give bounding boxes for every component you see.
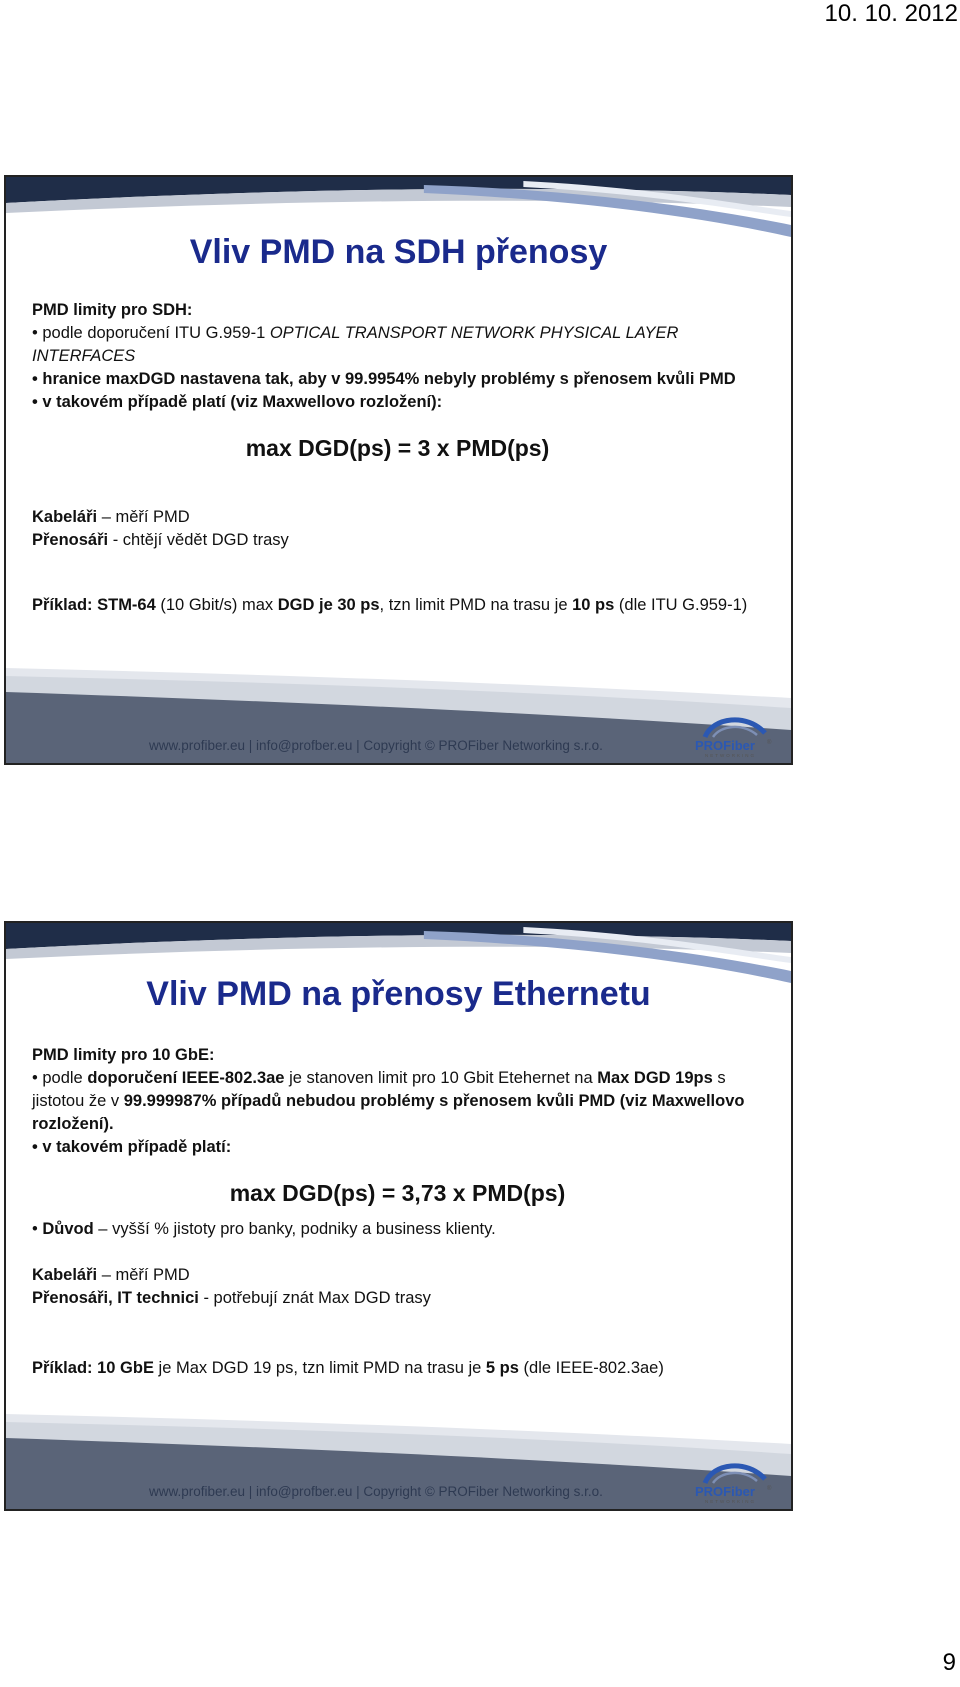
probability-text: 99.999987% případů nebudou problémy s přenosem kvůli PMD (viz Maxwellovo rozložení). [32,1092,745,1133]
role-label: Kabeláři [32,508,98,526]
standard-name: OPTICAL TRANSPORT NETWORK PHYSICAL LAYER INTERFACES [32,324,679,365]
role-text: - potřebují znát Max DGD trasy [198,1289,431,1307]
limits-heading: PMD limity pro SDH: [32,301,193,319]
role-text: – měří PMD [97,1266,190,1284]
bullet-applies: • v takovém případě platí: [32,1138,232,1156]
example-text: (10 Gbit/s) max [155,596,278,614]
profiber-logo [691,1455,777,1505]
logo-text: PROFiber [695,738,755,753]
bullet-maxdgd: • hranice maxDGD nastavena tak, aby v 99.9954% nebyly problémy s přenosem kvůli PMD [32,370,736,388]
bullet-maxwell: • v takovém případě platí (viz Maxwellovo rozložení): [32,393,443,411]
limits-heading: PMD limity pro 10 GbE: [32,1046,215,1064]
reason-label: Důvod [42,1220,94,1238]
slide-ethernet [4,921,793,1511]
logo-text: PROFiber [695,1484,755,1499]
logo-subtext: NETWORKING [705,1499,756,1504]
role-cablers [32,1264,763,1287]
bullet-text: • podle [32,1069,88,1087]
slide-title: Vliv PMD na SDH přenosy [189,233,608,271]
slide-sdh [4,175,793,765]
logo-subtext: NETWORKING [705,753,756,758]
example-highlight: DGD je 30 ps [277,596,380,614]
role-label: Přenosáři [32,531,109,549]
footer-text: www.profiber.eu | info@profber.eu | Copyright © PROFiber Networking s.r.o. [149,738,603,753]
reason [32,1218,763,1241]
formula: max DGD(ps) = 3,73 x PMD(ps) [229,1180,566,1206]
example-text: (dle IEEE-802.3ae) [518,1359,664,1377]
example-label: Příklad: 10 GbE [32,1359,154,1377]
example [32,594,763,617]
example [32,1357,763,1380]
role-text: - chtějí vědět DGD trasy [108,531,289,549]
formula: max DGD(ps) = 3 x PMD(ps) [245,435,550,461]
page-number: 9 [942,1649,956,1676]
role-cablers [32,506,763,529]
footer-text: www.profiber.eu | info@profber.eu | Copyright © PROFiber Networking s.r.o. [149,1484,603,1499]
logo-mark: ® [767,1486,772,1492]
page-date: 10. 10. 2012 [824,0,958,27]
role-text: – měří PMD [97,508,190,526]
role-label: Kabeláři [32,1266,98,1284]
bullet-itu [32,322,763,368]
example-highlight: 5 ps [485,1359,519,1377]
example-text: je Max DGD 19 ps, tzn limit PMD na trasu je [153,1359,486,1377]
reason-bullet: • [32,1220,43,1238]
bullet-ieee [32,1067,763,1136]
bullet-text: s jistotou že v [32,1069,726,1110]
role-label: Přenosáři, IT technici [32,1289,199,1307]
example-label: Příklad: STM-64 [32,596,156,614]
standard-name: doporučení IEEE-802.3ae [87,1069,285,1087]
example-text: (dle ITU G.959-1) [614,596,748,614]
slide-title: Vliv PMD na přenosy Ethernetu [146,975,651,1013]
logo-mark: ® [767,740,772,746]
slide-content [32,299,763,617]
example-highlight: 10 ps [572,596,615,614]
bullet-text: je stanoven limit pro 10 Gbit Etehernet na [284,1069,598,1087]
role-transmission [32,1287,763,1310]
slide-content [32,1044,763,1380]
profiber-logo [691,709,777,759]
reason-text: – vyšší % jistoty pro banky, podniky a business klienty. [93,1220,496,1238]
bullet-text: • podle doporučení ITU G.959-1 [32,324,270,342]
example-text: , tzn limit PMD na trasu je [379,596,573,614]
role-transmission [32,529,763,552]
max-dgd-value: Max DGD 19ps [597,1069,713,1087]
